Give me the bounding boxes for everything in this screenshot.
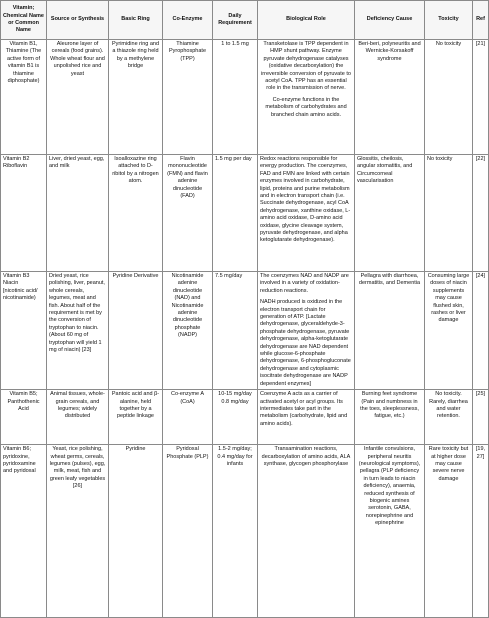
- daily-requirement-cell: 1.5 mg per day: [213, 155, 258, 272]
- table-row: [1, 155, 489, 272]
- source-cell: Aleurone layer of cereals (food grains). Whole wheat flour and unpolished rice and yeast: [47, 40, 109, 155]
- vitamin-cell: Vitamin B3 Niacin [nicotinic acid/ nicotinamide): [1, 272, 47, 390]
- vitamin-cell: Vitamin B6; pyridoxine, pyridoxamine and pyridoxal: [1, 445, 47, 618]
- toxicity-cell: No toxicity: [425, 40, 473, 155]
- vitamin-cell: Vitamin B2 Riboflavin: [1, 155, 47, 272]
- header-ref: Ref: [473, 1, 489, 40]
- deficiency-cause-cell: Infantile convulsions, peripheral neuritis (neurological symptoms), pellagra (PLP deficiency in turn leads to niacin deficiency), anaemia, reduced synthesis of biogenic amines serotonin, GABA, norepinephrine and epinephrine: [355, 445, 425, 618]
- daily-requirement-cell: 1 to 1.5 mg: [213, 40, 258, 155]
- toxicity-cell: Rare toxicity but at higher dose may cause severe nerve damage: [425, 445, 473, 618]
- source-cell: Animal tissues, whole-grain cereals, and legumes; widely distributed: [47, 390, 109, 445]
- basic-ring-cell: Pantoic acid and β-alanine, held together by a peptide linkage: [109, 390, 163, 445]
- header-daily-requirement: Daily Requirement: [213, 1, 258, 40]
- header-deficiency-cause: Deficiency Cause: [355, 1, 425, 40]
- coenzyme-cell: Thiamine Pyrophosphate (TPP): [163, 40, 213, 155]
- header-biological-role: Biological Role: [258, 1, 355, 40]
- source-cell: Yeast, rice polishing, wheat germs, cereals, legumes (pulses), egg, milk, meat, fish and green leafy vegetables [26]: [47, 445, 109, 618]
- header-source: Source or Synthesis: [47, 1, 109, 40]
- coenzyme-cell: Nicotinamide adenine dinucleotide (NAD) and Nicotinamide adenine dinucleotide phosphate (NADP): [163, 272, 213, 390]
- table-row: [1, 445, 489, 618]
- table-row: [1, 40, 489, 155]
- basic-ring-cell: Pyridine: [109, 445, 163, 618]
- coenzyme-cell: Co-enzyme A (CoA): [163, 390, 213, 445]
- ref-cell: [22]: [473, 155, 489, 272]
- header-basic-ring: Basic Ring: [109, 1, 163, 40]
- biological-role-cell: Coenzyme A acts as a carrier of activated acetyl or acyl groups. Its intermediates take part in the metabolism (carbohydrate, lipid and amino acids).: [258, 390, 355, 445]
- deficiency-cause-cell: Glossitis, cheilosis, angular stomatitis, and Circumcorneal vascularisation: [355, 155, 425, 272]
- toxicity-cell: No toxicity. Rarely, diarrhea and water retention.: [425, 390, 473, 445]
- daily-requirement-cell: 10-15 mg/day 0.8 mg/day: [213, 390, 258, 445]
- table-row: [1, 272, 489, 390]
- header-toxicity: Toxicity: [425, 1, 473, 40]
- deficiency-cause-cell: Pellagra with diarrhoea, dermatitis, and Dementia: [355, 272, 425, 390]
- ref-cell: [19, 27]: [473, 445, 489, 618]
- deficiency-cause-cell: Beri-beri, polyneuritis and Wernicke-Korsakoff syndrome: [355, 40, 425, 155]
- biological-role-cell: Redox reactions responsible for energy production. The coenzymes, FAD and FMN are linked with certain enzymes involved in carbohydrate, lipid, proteins and purine metabolism and in electron transport chain (i.e. Succinate dehydrogenase, acyl CoA dehydrogenase, xanthine oxidase, L-amino acid oxidase, D-amino acid oxidase, glycine cleavage system, pyruvate dehydrogenase, and alpha ketoglutarate dehydrogenase).: [258, 155, 355, 272]
- biological-role-cell: The coenzymes NAD and NADP are involved in a variety of oxidation-reduction reactions. NADH produced is oxidized in the electron transport chain for generation of ATP. [Lactate dehydrogenase, glyceraldehyde-3- phosphate dehydrogenase, pyruvate dehydrogenase, alpha-ketoglutarate dehydrogenase are NAD dependent while glucose-6-phosphate dehydrogenase, 6-phosphogluconate dehydrogenase and cytoplasmic isocitrate dehydrogenase are NADP dependent enzymes]: [258, 272, 355, 390]
- basic-ring-cell: Pyrimidine ring and a thiazole ring held by a methylene bridge: [109, 40, 163, 155]
- daily-requirement-cell: 1.5-2 mg/day; 0.4 mg/day for infants: [213, 445, 258, 618]
- header-vitamin: Vitamin; Chemical Name or Common Name: [1, 1, 47, 40]
- coenzyme-cell: Flavin mononucleotide (FMN) and flavin adenine dinucleotide (FAD): [163, 155, 213, 272]
- vitamin-cell: Vitamin B5; Panthothenic Acid: [1, 390, 47, 445]
- toxicity-cell: Consuming large doses of niacin supplements may cause flushed skin, rashes or liver damage: [425, 272, 473, 390]
- biological-role-cell: Transamination reactions, decarboxylation of amino acids, ALA synthase, glycogen phosphorylase: [258, 445, 355, 618]
- ref-cell: [21]: [473, 40, 489, 155]
- biological-role-cell: Transketolase is TPP dependent in HMP shunt pathway. Enzyme pyruvate dehydrogenase catalyses (oxidative decarboxylation) the irreversible conversion of pyruvate to acetyl CoA. TPP has an essential role in the transmission of nerve. Co-enzyme functions in the metabolism of carbohydrates and branched chain amino acids.: [258, 40, 355, 155]
- header-row: [1, 1, 489, 40]
- table-row: [1, 390, 489, 445]
- basic-ring-cell: Isoalloxazine ring attached to D- ribitol by a nitrogen atom.: [109, 155, 163, 272]
- source-cell: Liver, dried yeast, egg, and milk: [47, 155, 109, 272]
- ref-cell: [24]: [473, 272, 489, 390]
- header-coenzyme: Co-Enzyme: [163, 1, 213, 40]
- basic-ring-cell: Pyridine Derivative: [109, 272, 163, 390]
- ref-cell: [25]: [473, 390, 489, 445]
- vitamin-cell: Vitamin B1, Thiamine (The active form of vitamin B1 is thiamine diphosphate): [1, 40, 47, 155]
- daily-requirement-cell: 7.5 mg/day: [213, 272, 258, 390]
- toxicity-cell: No toxicity: [425, 155, 473, 272]
- source-cell: Dried yeast, rice polishing, liver, peanut, whole cereals, legumes, meat and fish. About half of the requirement is met by the conversion of tryptophan to niacin. (About 60 mg of tryptophan will yield 1 mg of niacin) [23]: [47, 272, 109, 390]
- deficiency-cause-cell: Burning feet syndrome (Pain and numbness in the toes, sleeplessness, fatigue, etc.): [355, 390, 425, 445]
- coenzyme-cell: Pyridoxal Phosphate (PLP): [163, 445, 213, 618]
